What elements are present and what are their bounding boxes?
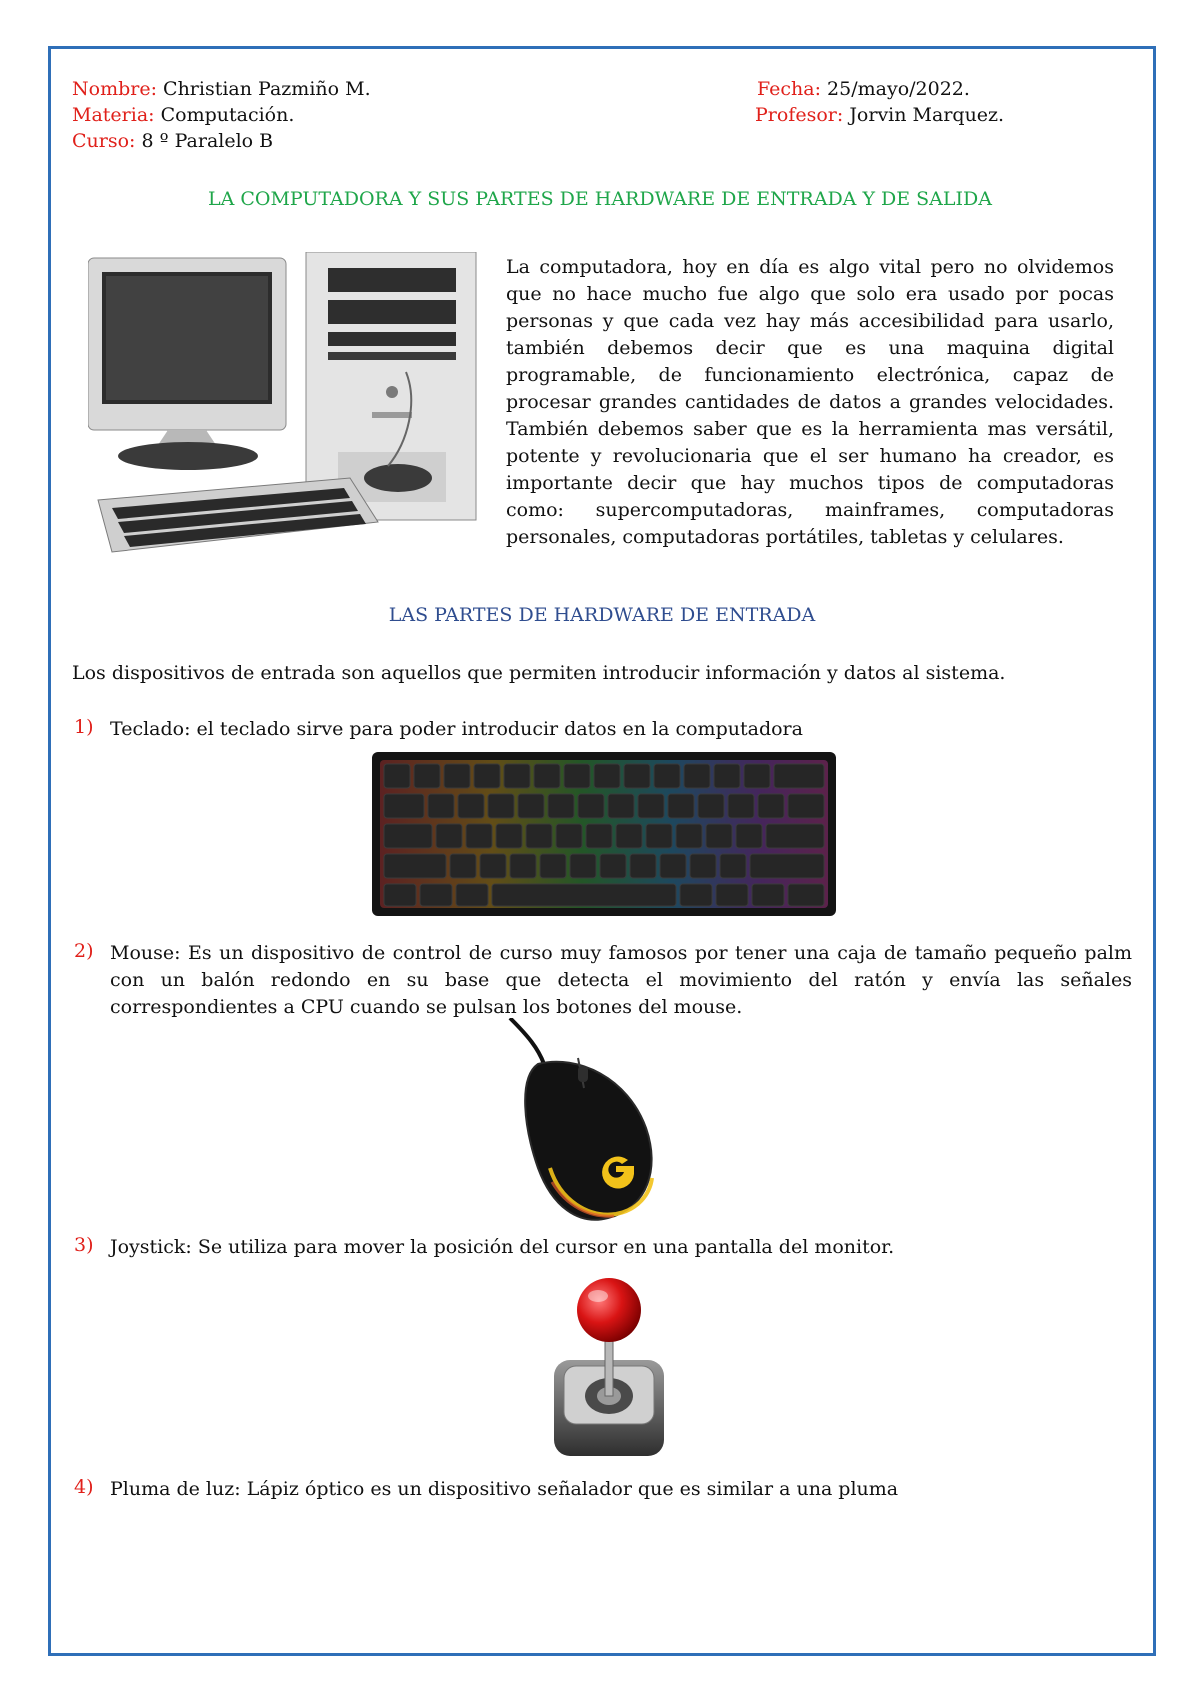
fecha-line (757, 76, 970, 102)
item-1-number: 1) (74, 716, 94, 738)
gaming-mouse-illustration (498, 1018, 716, 1226)
materia-label: Materia: (72, 104, 155, 126)
item-4-number: 4) (74, 1476, 94, 1498)
main-title: LA COMPUTADORA Y SUS PARTES DE HARDWARE DE ENTRADA Y DE SALIDA (207, 188, 992, 210)
curso-line (72, 128, 273, 154)
curso-value: 8 º Paralelo B (141, 130, 274, 152)
item-2-text: Mouse: Es un dispositivo de control de curso muy famosos por tener una caja de tamaño pequeño palm con un balón redondo en su base que detecta el movimiento del ratón y envía las señales correspondientes a CPU cuando se pulsan los botones del mouse. (110, 942, 1132, 1018)
item-1-text: Teclado: el teclado sirve para poder introducir datos en la computadora (110, 718, 803, 740)
item-4-text: Pluma de luz: Lápiz óptico es un dispositivo señalador que es similar a una pluma (110, 1478, 899, 1500)
item-3-number: 3) (74, 1234, 94, 1256)
nombre-value: Christian Pazmiño M. (163, 78, 371, 100)
intro-paragraph: La computadora, hoy en día es algo vital pero no olvidemos que no hace mucho fue algo que solo era usado por pocas personas y que cada vez hay más accesibilidad para usarlo, también debemos decir que es una maquina digital programable, de funcionamiento electrónica, capaz de procesar grandes cantidades de datos a grandes velocidades. También debemos saber que es la herramienta mas versátil, potente y revolucionaria que el ser humano ha creador, es importante decir que hay muchos tipos de computadoras como: supercomputadoras, mainframes, computadoras personales, computadoras portátiles, tabletas y celulares. (506, 256, 1114, 548)
profesor-label: Profesor: (755, 104, 844, 126)
desktop-computer-illustration (88, 252, 486, 570)
materia-line (72, 102, 294, 128)
nombre-label: Nombre: (72, 78, 157, 100)
fecha-value: 25/mayo/2022. (827, 78, 970, 100)
monitor-stand (118, 442, 258, 470)
fecha-label: Fecha: (757, 78, 821, 100)
curso-label: Curso: (72, 130, 136, 152)
nombre-line (72, 76, 371, 102)
materia-value: Computación. (160, 104, 295, 126)
desktop-mouse (364, 464, 432, 492)
item-2-number: 2) (74, 940, 94, 962)
profesor-line (755, 102, 1004, 128)
section-intro: Los dispositivos de entrada son aquellos que permiten introducir información y datos al sistema. (72, 662, 1006, 684)
item-3-text: Joystick: Se utiliza para mover la posición del cursor en una pantalla del monitor. (110, 1236, 895, 1258)
joystick-illustration (548, 1272, 670, 1462)
section-title: LAS PARTES DE HARDWARE DE ENTRADA (388, 604, 816, 626)
rgb-keyboard-illustration (372, 752, 836, 916)
profesor-value: Jorvin Marquez. (849, 104, 1005, 126)
